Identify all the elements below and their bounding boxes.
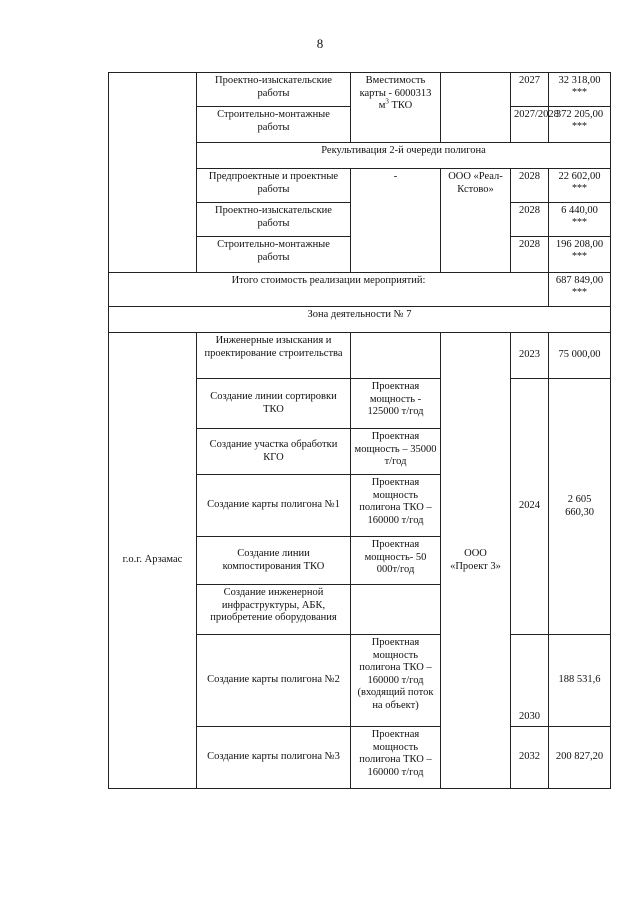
capacity-cell (351, 585, 441, 635)
capacity-cell: - (351, 169, 441, 273)
zone-heading: Зона деятельности № 7 (109, 307, 611, 333)
work-cell: Проектно-изыскательские работы (197, 73, 351, 107)
total-value: 687 849,00 *** (549, 273, 611, 307)
year-cell: 2024 (511, 379, 549, 635)
cost-cell: 75 000,00 (549, 333, 611, 379)
work-cell: Создание карты полигона №3 (197, 727, 351, 789)
work-cell: Строительно-монтажные работы (197, 237, 351, 273)
work-cell: Создание линии сортировки ТКО (197, 379, 351, 429)
year-cell: 2027 (511, 73, 549, 107)
year-cell: 2030 (511, 635, 549, 727)
operator-cell: ООО «Реал-Кстово» (441, 169, 511, 273)
cost-cell: 372 205,00 *** (549, 107, 611, 143)
section-row (109, 307, 611, 333)
cost-cell: 22 602,00 *** (549, 169, 611, 203)
year-cell: 2027/2028 (511, 107, 549, 143)
work-cell: Предпроектные и проектные работы (197, 169, 351, 203)
cost-cell: 6 440,00 *** (549, 203, 611, 237)
capacity-cell: Вместимость карты - 6000313 $м^3$ ТКО (351, 73, 441, 143)
cost-cell: 2 605 660,30 (549, 379, 611, 635)
work-cell: Создание инженерной инфраструктуры, АБК, приобретение оборудования (197, 585, 351, 635)
work-cell: Создание карты полигона №1 (197, 475, 351, 537)
work-cell: Строительно-монтажные работы (197, 107, 351, 143)
total-label: Итого стоимость реализации мероприятий: (109, 273, 549, 307)
operator-cell: ООО «Проект 3» (441, 333, 511, 789)
work-cell: Создание карты полигона №2 (197, 635, 351, 727)
cost-cell: 188 531,6 (549, 635, 611, 727)
page-number: 8 (316, 36, 324, 51)
section-heading: Рекультивация 2-й очереди полигона (197, 143, 611, 169)
work-cell: Проектно-изыскательские работы (197, 203, 351, 237)
table-row (109, 73, 611, 107)
year-cell: 2023 (511, 333, 549, 379)
year-cell: 2028 (511, 237, 549, 273)
capacity-cell: Проектная мощность полигона ТКО – 160000 т/год (входящий поток на объект) (351, 635, 441, 727)
capacity-cell: Проектная мощность – 35000 т/год (351, 429, 441, 475)
work-cell: Создание участка обработки КГО (197, 429, 351, 475)
work-cell: Создание линии компостирования ТКО (197, 537, 351, 585)
activities-table (108, 72, 611, 789)
table-row (109, 333, 611, 379)
cost-cell: 196 208,00 *** (549, 237, 611, 273)
year-cell: 2028 (511, 169, 549, 203)
cost-cell: 200 827,20 (549, 727, 611, 789)
year-cell: 2032 (511, 727, 549, 789)
work-cell: Инженерные изыскания и проектирование строительства (197, 333, 351, 379)
total-row (109, 273, 611, 307)
capacity-cell (351, 333, 441, 379)
capacity-cell: Проектная мощность - 125000 т/год (351, 379, 441, 429)
cost-cell: 32 318,00 *** (549, 73, 611, 107)
operator-cell-blank (441, 73, 511, 143)
capacity-cell: Проектная мощность полигона ТКО – 160000 т/год (351, 727, 441, 789)
capacity-cell: Проектная мощность- 50 000т/год (351, 537, 441, 585)
area-cell-blank (109, 73, 197, 273)
year-cell: 2028 (511, 203, 549, 237)
capacity-cell: Проектная мощность полигона ТКО – 160000 т/год (351, 475, 441, 537)
area-cell: г.о.г. Арзамас (109, 333, 197, 789)
